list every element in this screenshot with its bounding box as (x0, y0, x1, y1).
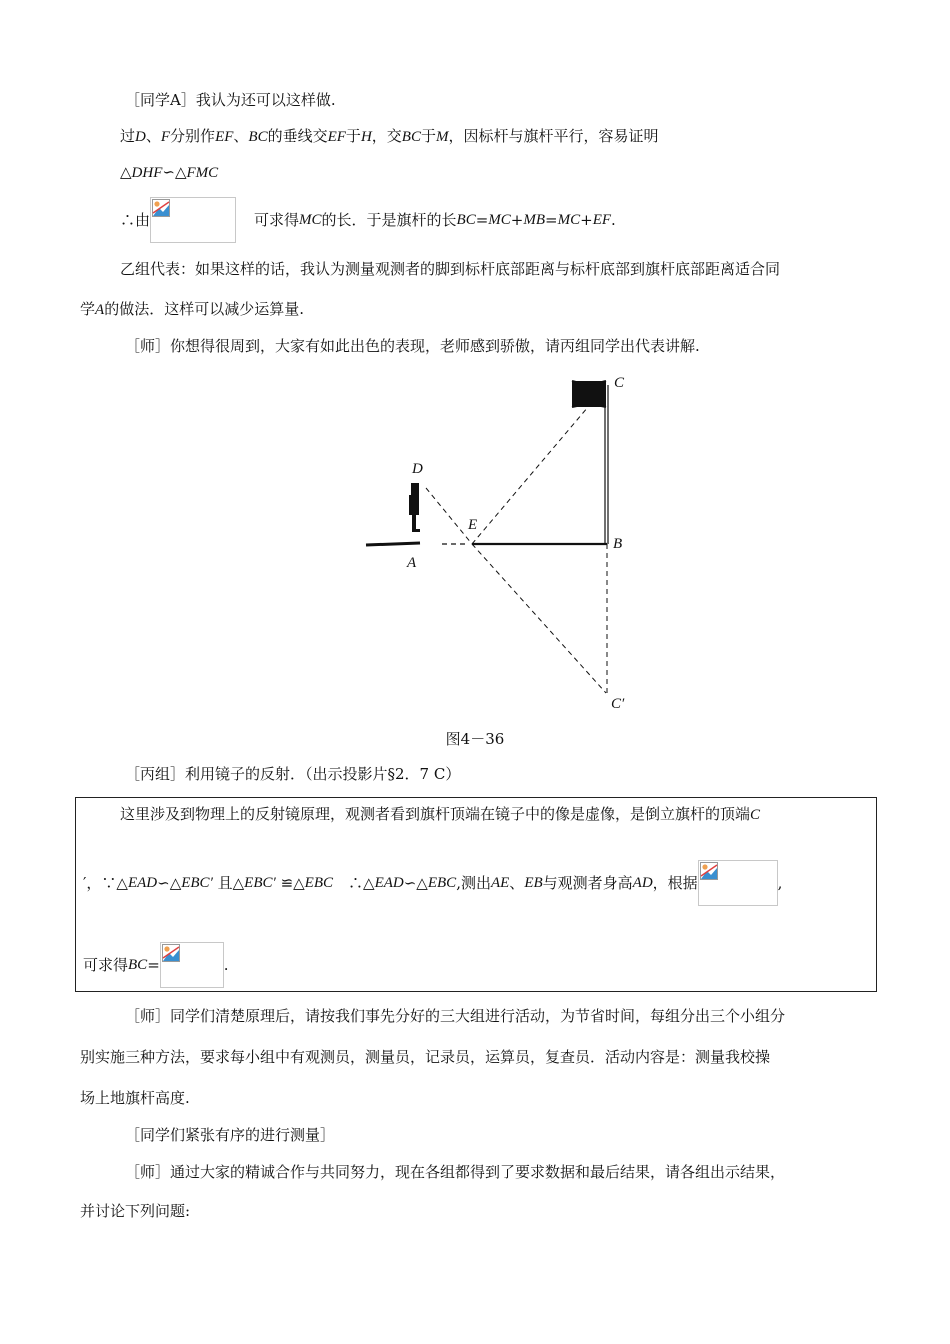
teacher-line3-a: ［师］通过大家的精诚合作与共同努力，现在各组都得到了要求数据和最后结果，请各组出示结果， (125, 1163, 786, 1181)
para-student-a: ［同学A］我认为还可以这样做. (125, 91, 336, 109)
broken-image-icon (152, 199, 170, 217)
ground-line (366, 543, 420, 545)
broken-image-icon (162, 944, 180, 962)
flag (572, 381, 606, 407)
teacher-line1: ［师］你想得很周到，大家有如此出色的表现，老师感到骄傲，请丙组同学出代表讲解. (125, 337, 700, 355)
group-b-line1: 乙组代表：如果这样的话，我认为测量观测者的脚到标杆底部距离与标杆底部到旗杆底部距离适合同 (120, 260, 781, 278)
box-line2: ′，∵△EAD∽△EBC′ 且△EBC′ ≌△EBC ∴△EAD∽△EBC,测出AE、EB与观测者身高AD，根据 , (83, 860, 782, 906)
label-a: A (407, 555, 417, 571)
formula-image-3 (160, 942, 224, 988)
box-line1: 这里涉及到物理上的反射镜原理，观测者看到旗杆顶端在镜子中的像是虚像，是倒立旗杆的顶端C (120, 805, 761, 823)
box-line3: 可求得BC= . (83, 941, 229, 988)
figure-caption: 图4－36 (445, 730, 505, 748)
line-de (426, 488, 472, 544)
teacher-line2-a: ［师］同学们清楚原理后，请按我们事先分好的三大组进行活动，为节省时间，每组分出三个小组分 (125, 1007, 786, 1025)
observer-figure (409, 483, 420, 532)
teacher-line3-b: 并讨论下列问题: (80, 1202, 191, 1220)
line-ec (472, 407, 588, 544)
projection-box (75, 797, 877, 992)
group-c-line: ［丙组］利用镜子的反射．（出示投影片§2．7 C） (125, 765, 461, 783)
line-ec-prime (472, 544, 606, 693)
para-therefore: ∴由 可求得MC的长．于是旗杆的长BC=MC+MB=MC+EF. (120, 196, 616, 243)
mirror-figure (350, 365, 650, 715)
label-d: D (412, 461, 423, 477)
teacher-line2-b: 别实施三种方法，要求每小组中有观测员，测量员，记录员，运算员，复查员．活动内容是：测量我校操 (80, 1048, 771, 1066)
broken-image-icon (700, 862, 718, 880)
formula-image (150, 197, 236, 243)
group-b-line2: 学A的做法．这样可以减少运算量. (80, 300, 304, 318)
label-e: E (468, 517, 478, 533)
label-c: C (614, 375, 625, 391)
para-perpendicular: 过D、F分别作EF、BC的垂线交EF于H，交BC于M，因标杆与旗杆平行，容易证明 (120, 127, 659, 145)
label-c-prime: C′ (611, 696, 625, 712)
formula-image-2 (698, 860, 778, 906)
students-measure-line: ［同学们紧张有序的进行测量］ (125, 1126, 336, 1144)
similar-triangles-line: △DHF∽△FMC (120, 163, 219, 181)
teacher-line2-c: 场上地旗杆高度. (80, 1089, 190, 1107)
label-b: B (613, 536, 623, 552)
